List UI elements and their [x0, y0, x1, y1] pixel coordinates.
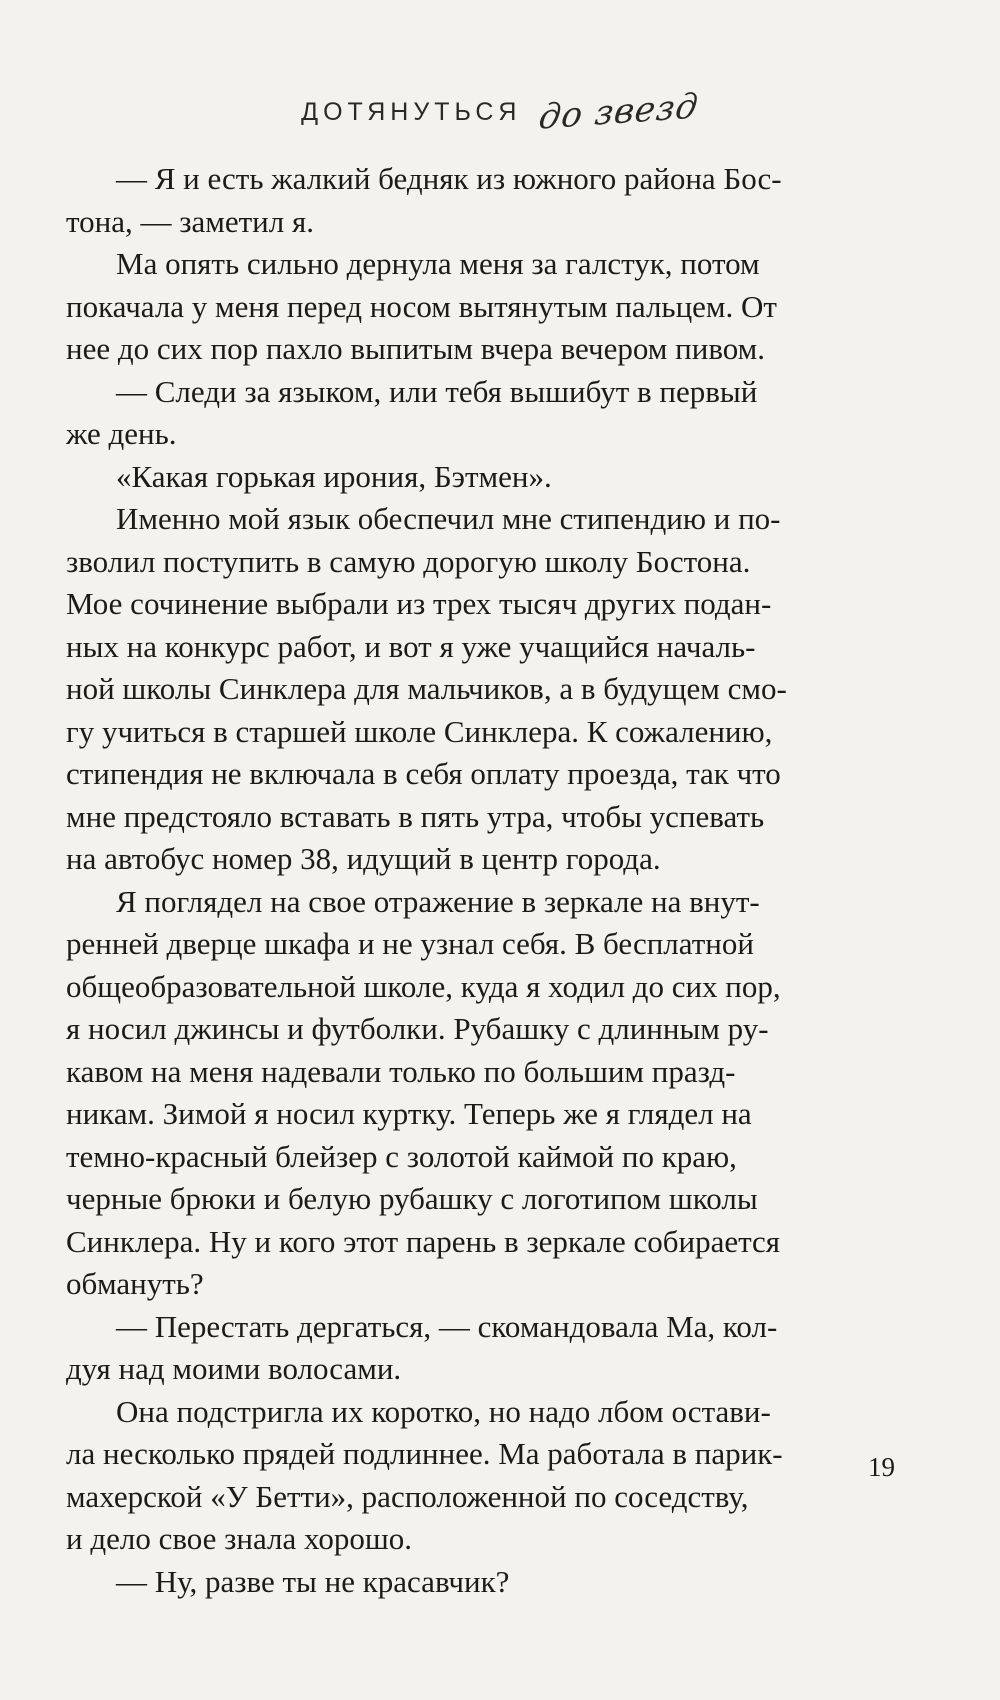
- paragraph: Ма опять сильно дернула меня за галстук, потом покачала у меня перед носом вытянутым пальцем. От нее до сих пор пахло выпитым вчера вечером пивом.: [66, 246, 777, 366]
- paragraph: Она подстригла их коротко, но надо лбом остави- ла несколько прядей подлиннее. Ма работала в парик- махерской «У Бетти», расположенной по соседству, и дело свое знала хорошо.: [66, 1393, 783, 1556]
- paragraph: Именно мой язык обеспечил мне стипендию и по- зволил поступить в самую дорогую школу Бостона. Мое сочинение выбрали из трех тысяч других подан- ных на конкурс работ, и вот я уже учащийся началь- ной школы Синклера для мальчиков, а в будущем смо- гу учиться в старшей школе Синклера. К сожалению, стипендия не включала в себя оплату проезда, так что мне предстояло вставать в пять утра, чтобы успевать на автобус номер 38, идущий в центр города.: [66, 501, 787, 876]
- paragraph: Я поглядел на свое отражение в зеркале на внут- ренней дверце шкафа и не узнал себя. В бесплатной общеобразовательной школе, куда я ходил до сих пор, я носил джинсы и футболки. Рубашку с длинным ру- кавом на меня надевали только по большим празд- никам. Зимой я носил куртку. Теперь же я глядел на темно-красный блейзер с золотой каймой по краю, черные брюки и белую рубашку с логотипом школы Синклера. Ну и кого этот парень в зеркале собирается обмануть?: [66, 883, 781, 1301]
- paragraph: — Перестать дергаться, — скомандовала Ма, кол- дуя над моими волосами.: [66, 1308, 778, 1386]
- paragraph: — Я и есть жалкий бедняк из южного района Бос- тона, — заметил я.: [66, 161, 782, 239]
- paragraph: «Какая горькая ирония, Бэтмен».: [116, 458, 552, 494]
- running-header: [0, 86, 1000, 152]
- header-title: ДОТЯНУТЬСЯ: [301, 97, 522, 126]
- paragraph: — Следи за языком, или тебя вышибут в первый же день.: [66, 373, 758, 451]
- page-number: 19: [868, 1452, 895, 1482]
- header-script-title: до звезд: [536, 86, 702, 138]
- body-text: [66, 158, 910, 1603]
- paragraph: — Ну, разве ты не красавчик?: [116, 1563, 510, 1599]
